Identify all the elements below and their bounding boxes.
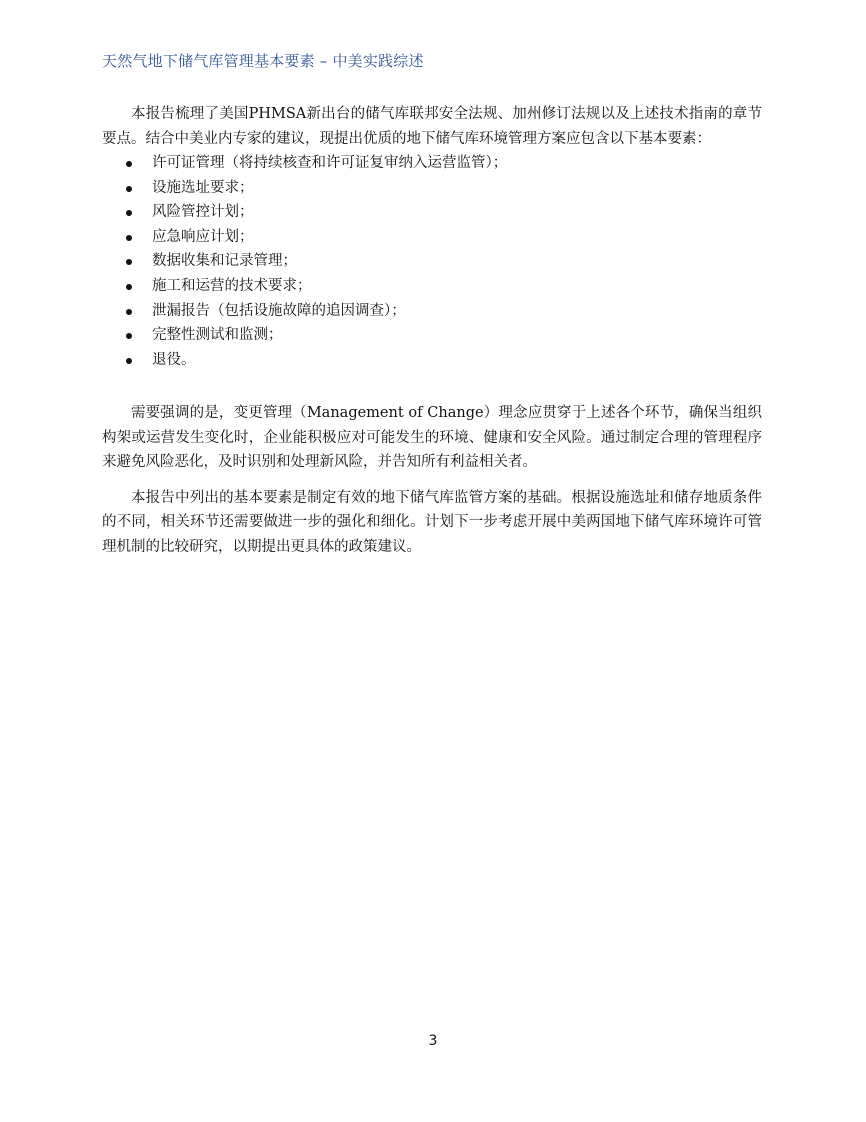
- list-item-text: 泄漏报告（包括设施故障的追因调查）；: [152, 302, 406, 319]
- list-item: [102, 176, 762, 201]
- bullet-icon: [126, 235, 132, 241]
- list-item: [102, 249, 762, 274]
- list-item-text: 风险管控计划；: [152, 204, 254, 221]
- management-of-change-paragraph: 需要强调的是，变更管理（Management of Change）理念应贯穿于上述各个环节，确保当组织构架或运营发生变化时，企业能积极应对可能发生的环境、健康和安全风险。通过制定合理的管理程序来避免风险恶化，及时识别和处理新风险，并告知所有利益相关者。: [102, 405, 762, 471]
- list-item-text: 数据收集和记录管理；: [152, 253, 297, 270]
- list-item: [102, 323, 762, 348]
- bullet-icon: [126, 358, 132, 364]
- bullet-icon: [126, 259, 132, 265]
- list-item-text: 应急响应计划；: [152, 228, 254, 245]
- bullet-icon: [126, 309, 132, 315]
- document-body: [102, 102, 762, 559]
- list-item-text: 设施选址要求；: [152, 179, 254, 196]
- bullet-icon: [126, 333, 132, 339]
- list-item-text: 完整性测试和监测；: [152, 327, 283, 344]
- intro-paragraph: 本报告梳理了美国PHMSA新出台的储气库联邦安全法规、加州修订法规以及上述技术指南的章节要点。结合中美业内专家的建议，现提出优质的地下储气库环境管理方案应包含以下基本要素：: [102, 106, 762, 147]
- bullet-icon: [126, 210, 132, 216]
- list-item: [102, 274, 762, 299]
- list-item-text: 许可证管理（将持续核查和许可证复审纳入运营监管）；: [152, 155, 508, 171]
- list-item: [102, 348, 762, 373]
- list-item: [102, 151, 762, 176]
- page-number: 3: [428, 1033, 438, 1049]
- list-item: [102, 299, 762, 324]
- list-item: [102, 225, 762, 250]
- list-item-text: 施工和运营的技术要求；: [152, 277, 312, 294]
- list-item-text: 退役。: [152, 351, 196, 368]
- running-header-title: 天然气地下储气库管理基本要素 – 中美实践综述: [102, 52, 424, 70]
- bullet-icon: [126, 284, 132, 290]
- list-item: [102, 200, 762, 225]
- elements-bullet-list: [102, 151, 762, 372]
- bullet-icon: [126, 186, 132, 192]
- conclusion-paragraph: 本报告中列出的基本要素是制定有效的地下储气库监管方案的基础。根据设施选址和储存地质条件的不同，相关环节还需要做进一步的强化和细化。计划下一步考虑开展中美两国地下储气库环境许可管理机制的比较研究，以期提出更具体的政策建议。: [102, 489, 762, 555]
- bullet-icon: [126, 161, 132, 167]
